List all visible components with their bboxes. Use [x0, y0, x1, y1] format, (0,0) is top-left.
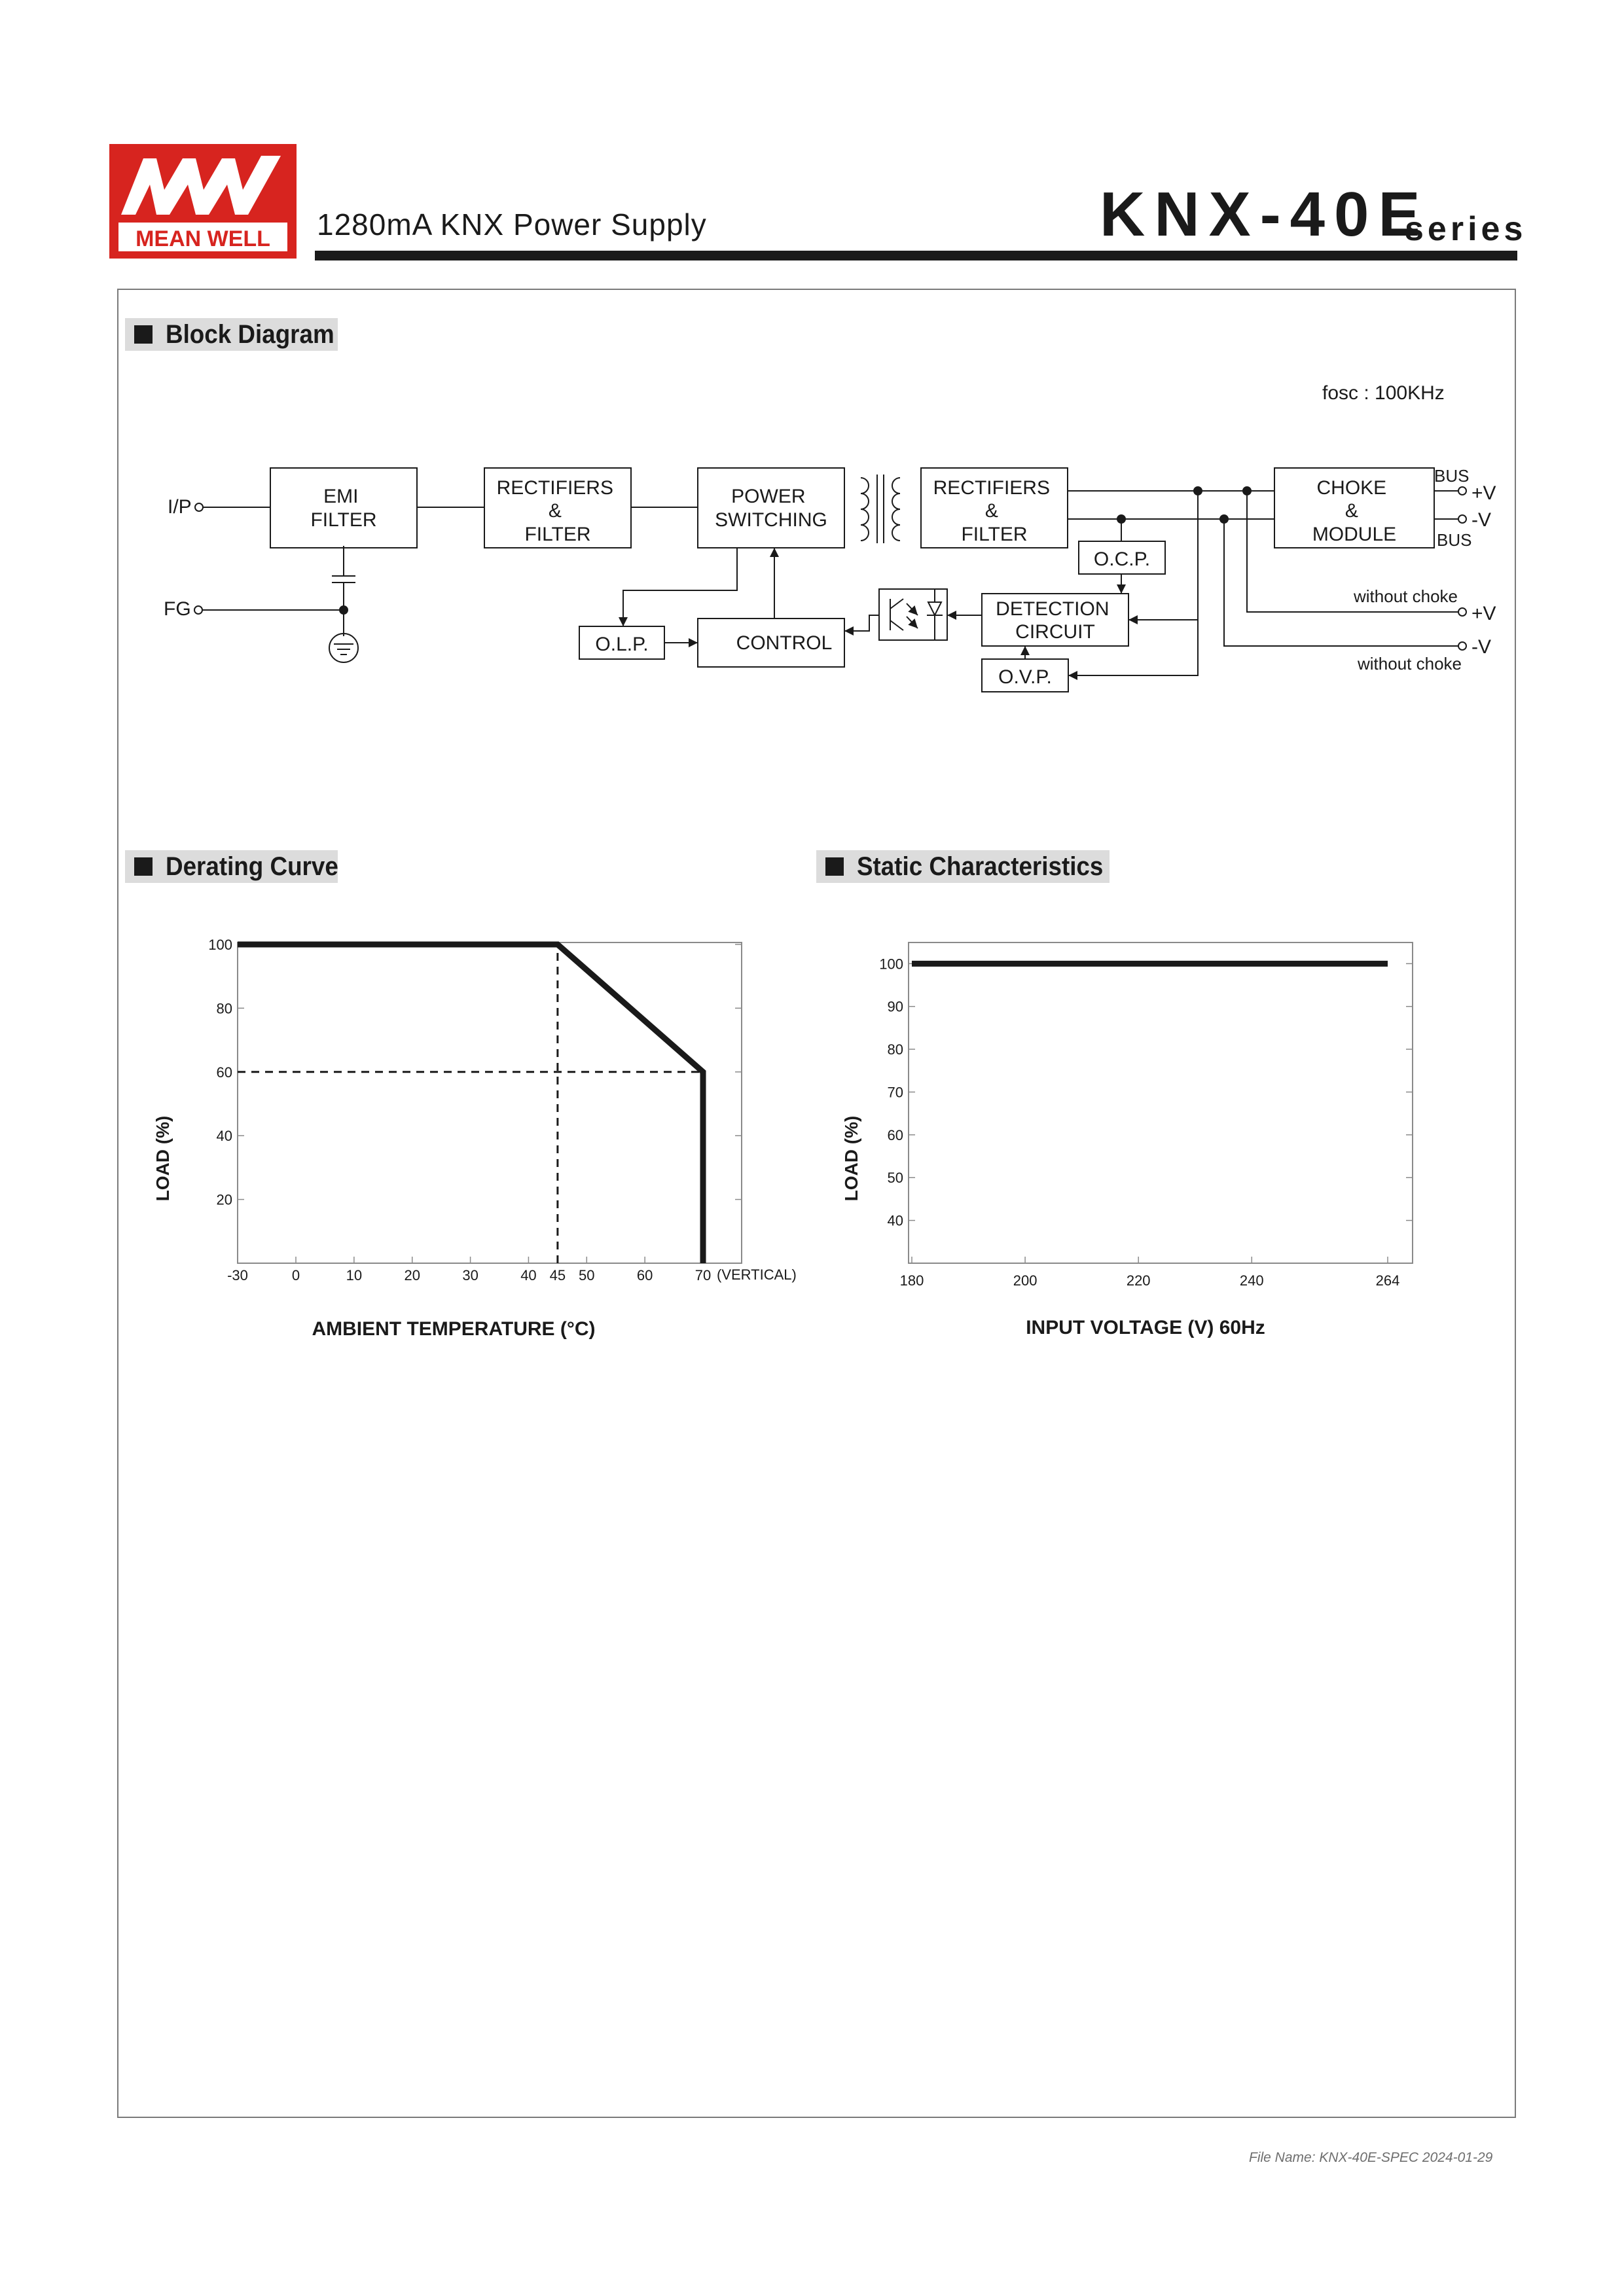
ground-icon: [329, 634, 358, 662]
bus-label-top: BUS: [1434, 466, 1470, 486]
file-name-footer: File Name: KNX-40E-SPEC 2024-01-29: [1249, 2150, 1493, 2165]
without-choke-label-top: without choke: [1354, 586, 1458, 606]
emi-filter-label: [310, 486, 376, 531]
y-tick-label: 70: [887, 1084, 903, 1101]
emi-filter-block: [270, 468, 417, 548]
without-choke-plus-terminal: [1458, 608, 1466, 616]
choke-module-label: CHOKE & MODULE: [1312, 477, 1397, 545]
x-tick-label: 264: [1375, 1272, 1400, 1289]
plot-frame: [909, 942, 1413, 1263]
model-name: KNX-40E: [1100, 179, 1430, 249]
x-tick-label: 45: [549, 1267, 566, 1283]
wire: [623, 548, 737, 626]
power-switching-block: [698, 468, 844, 548]
ocp-label: O.C.P.: [1093, 548, 1151, 570]
x-axis-label: INPUT VOLTAGE (V) 60Hz: [1026, 1317, 1265, 1338]
x-tick-label: 0: [291, 1267, 300, 1283]
x-tick-label: 10: [346, 1267, 363, 1283]
ovp-label: O.V.P.: [998, 666, 1052, 688]
junction-dot: [340, 606, 348, 614]
static-characteristics-chart: [838, 923, 1440, 1355]
bullet-square-icon: [825, 857, 844, 876]
y-tick-label: 40: [216, 1128, 232, 1145]
rectifier-secondary-label: RECTIFIERS & FILTER: [933, 477, 1051, 545]
y-tick-label: 90: [887, 998, 903, 1015]
bullet-square-icon: [134, 325, 153, 344]
x-tick-note: (VERTICAL): [717, 1266, 797, 1283]
transformer-icon: [861, 475, 900, 543]
y-tick-label: 60: [216, 1064, 232, 1081]
emi-line: FILTER: [310, 509, 377, 531]
bullet-square-icon: [134, 857, 153, 876]
bus-minus-terminal: [1458, 515, 1466, 523]
x-tick-label: 40: [520, 1267, 537, 1283]
x-tick-label: 20: [404, 1267, 420, 1283]
power-switching-label: POWER SWITCHING: [715, 486, 827, 531]
series-label: series: [1405, 210, 1527, 248]
mean-well-logo: [109, 144, 297, 259]
bus-minus-label: -V: [1471, 509, 1491, 531]
y-tick-label: 100: [879, 956, 903, 973]
derating-series-line: [238, 944, 703, 1263]
without-choke-plus-label: +V: [1471, 603, 1496, 624]
y-tick-label: 80: [216, 1000, 232, 1017]
section-heading-block-diagram: [125, 318, 338, 351]
fg-label: FG: [164, 598, 191, 620]
olp-label: O.L.P.: [595, 634, 649, 655]
section-title: Block Diagram: [166, 319, 334, 349]
y-tick-label: 40: [887, 1212, 903, 1229]
rectifier-primary-label: RECTIFIERS & FILTER: [496, 477, 614, 545]
derating-curve-chart: [144, 923, 831, 1355]
block-diagram: [157, 373, 1519, 713]
input-terminal: [195, 503, 203, 511]
logo-text: MEAN WELL: [135, 226, 270, 251]
x-tick-label: 240: [1239, 1272, 1264, 1289]
product-subtitle: 1280mA KNX Power Supply: [317, 207, 707, 242]
x-tick-label: 200: [1013, 1272, 1038, 1289]
x-tick-label: -30: [227, 1267, 248, 1283]
wire: [844, 615, 879, 631]
x-axis-label: AMBIENT TEMPERATURE (°C): [312, 1318, 596, 1340]
x-tick-label: 180: [899, 1272, 924, 1289]
x-tick-label: 50: [579, 1267, 595, 1283]
x-tick-label: 60: [636, 1267, 653, 1283]
fg-terminal: [194, 606, 202, 614]
fosc-label: fosc : 100KHz: [1322, 382, 1445, 404]
y-tick-label: 20: [216, 1191, 232, 1208]
detection-circuit-label: DETECTION CIRCUIT: [996, 598, 1110, 643]
y-tick-label: 60: [887, 1126, 903, 1143]
section-title: Derating Curve: [166, 852, 338, 881]
y-axis-label: LOAD (%): [841, 1115, 861, 1202]
header-rule: [315, 251, 1517, 260]
without-choke-minus-terminal: [1458, 642, 1466, 650]
x-tick-label: 30: [462, 1267, 478, 1283]
bus-plus-label: +V: [1471, 482, 1496, 504]
y-tick-label: 80: [887, 1041, 903, 1058]
input-label: I/P: [168, 496, 192, 518]
x-tick-label: 220: [1126, 1272, 1151, 1289]
without-choke-minus-label: -V: [1471, 636, 1491, 658]
control-label: CONTROL: [736, 632, 833, 654]
bus-plus-terminal: [1458, 487, 1466, 495]
bus-label-bottom: BUS: [1437, 530, 1472, 550]
emi-line: EMI: [323, 486, 359, 507]
optocoupler-icon: [879, 589, 947, 640]
y-tick-label: 100: [208, 936, 232, 953]
y-tick-label: 50: [887, 1170, 903, 1187]
section-title: Static Characteristics: [857, 852, 1104, 881]
x-tick-label: 70: [695, 1267, 712, 1283]
plot-frame: [238, 942, 742, 1263]
section-heading-static-characteristics: [816, 850, 1110, 883]
section-heading-derating-curve: [125, 850, 338, 883]
without-choke-label-bottom: without choke: [1358, 654, 1462, 673]
y-axis-label: LOAD (%): [153, 1115, 173, 1202]
